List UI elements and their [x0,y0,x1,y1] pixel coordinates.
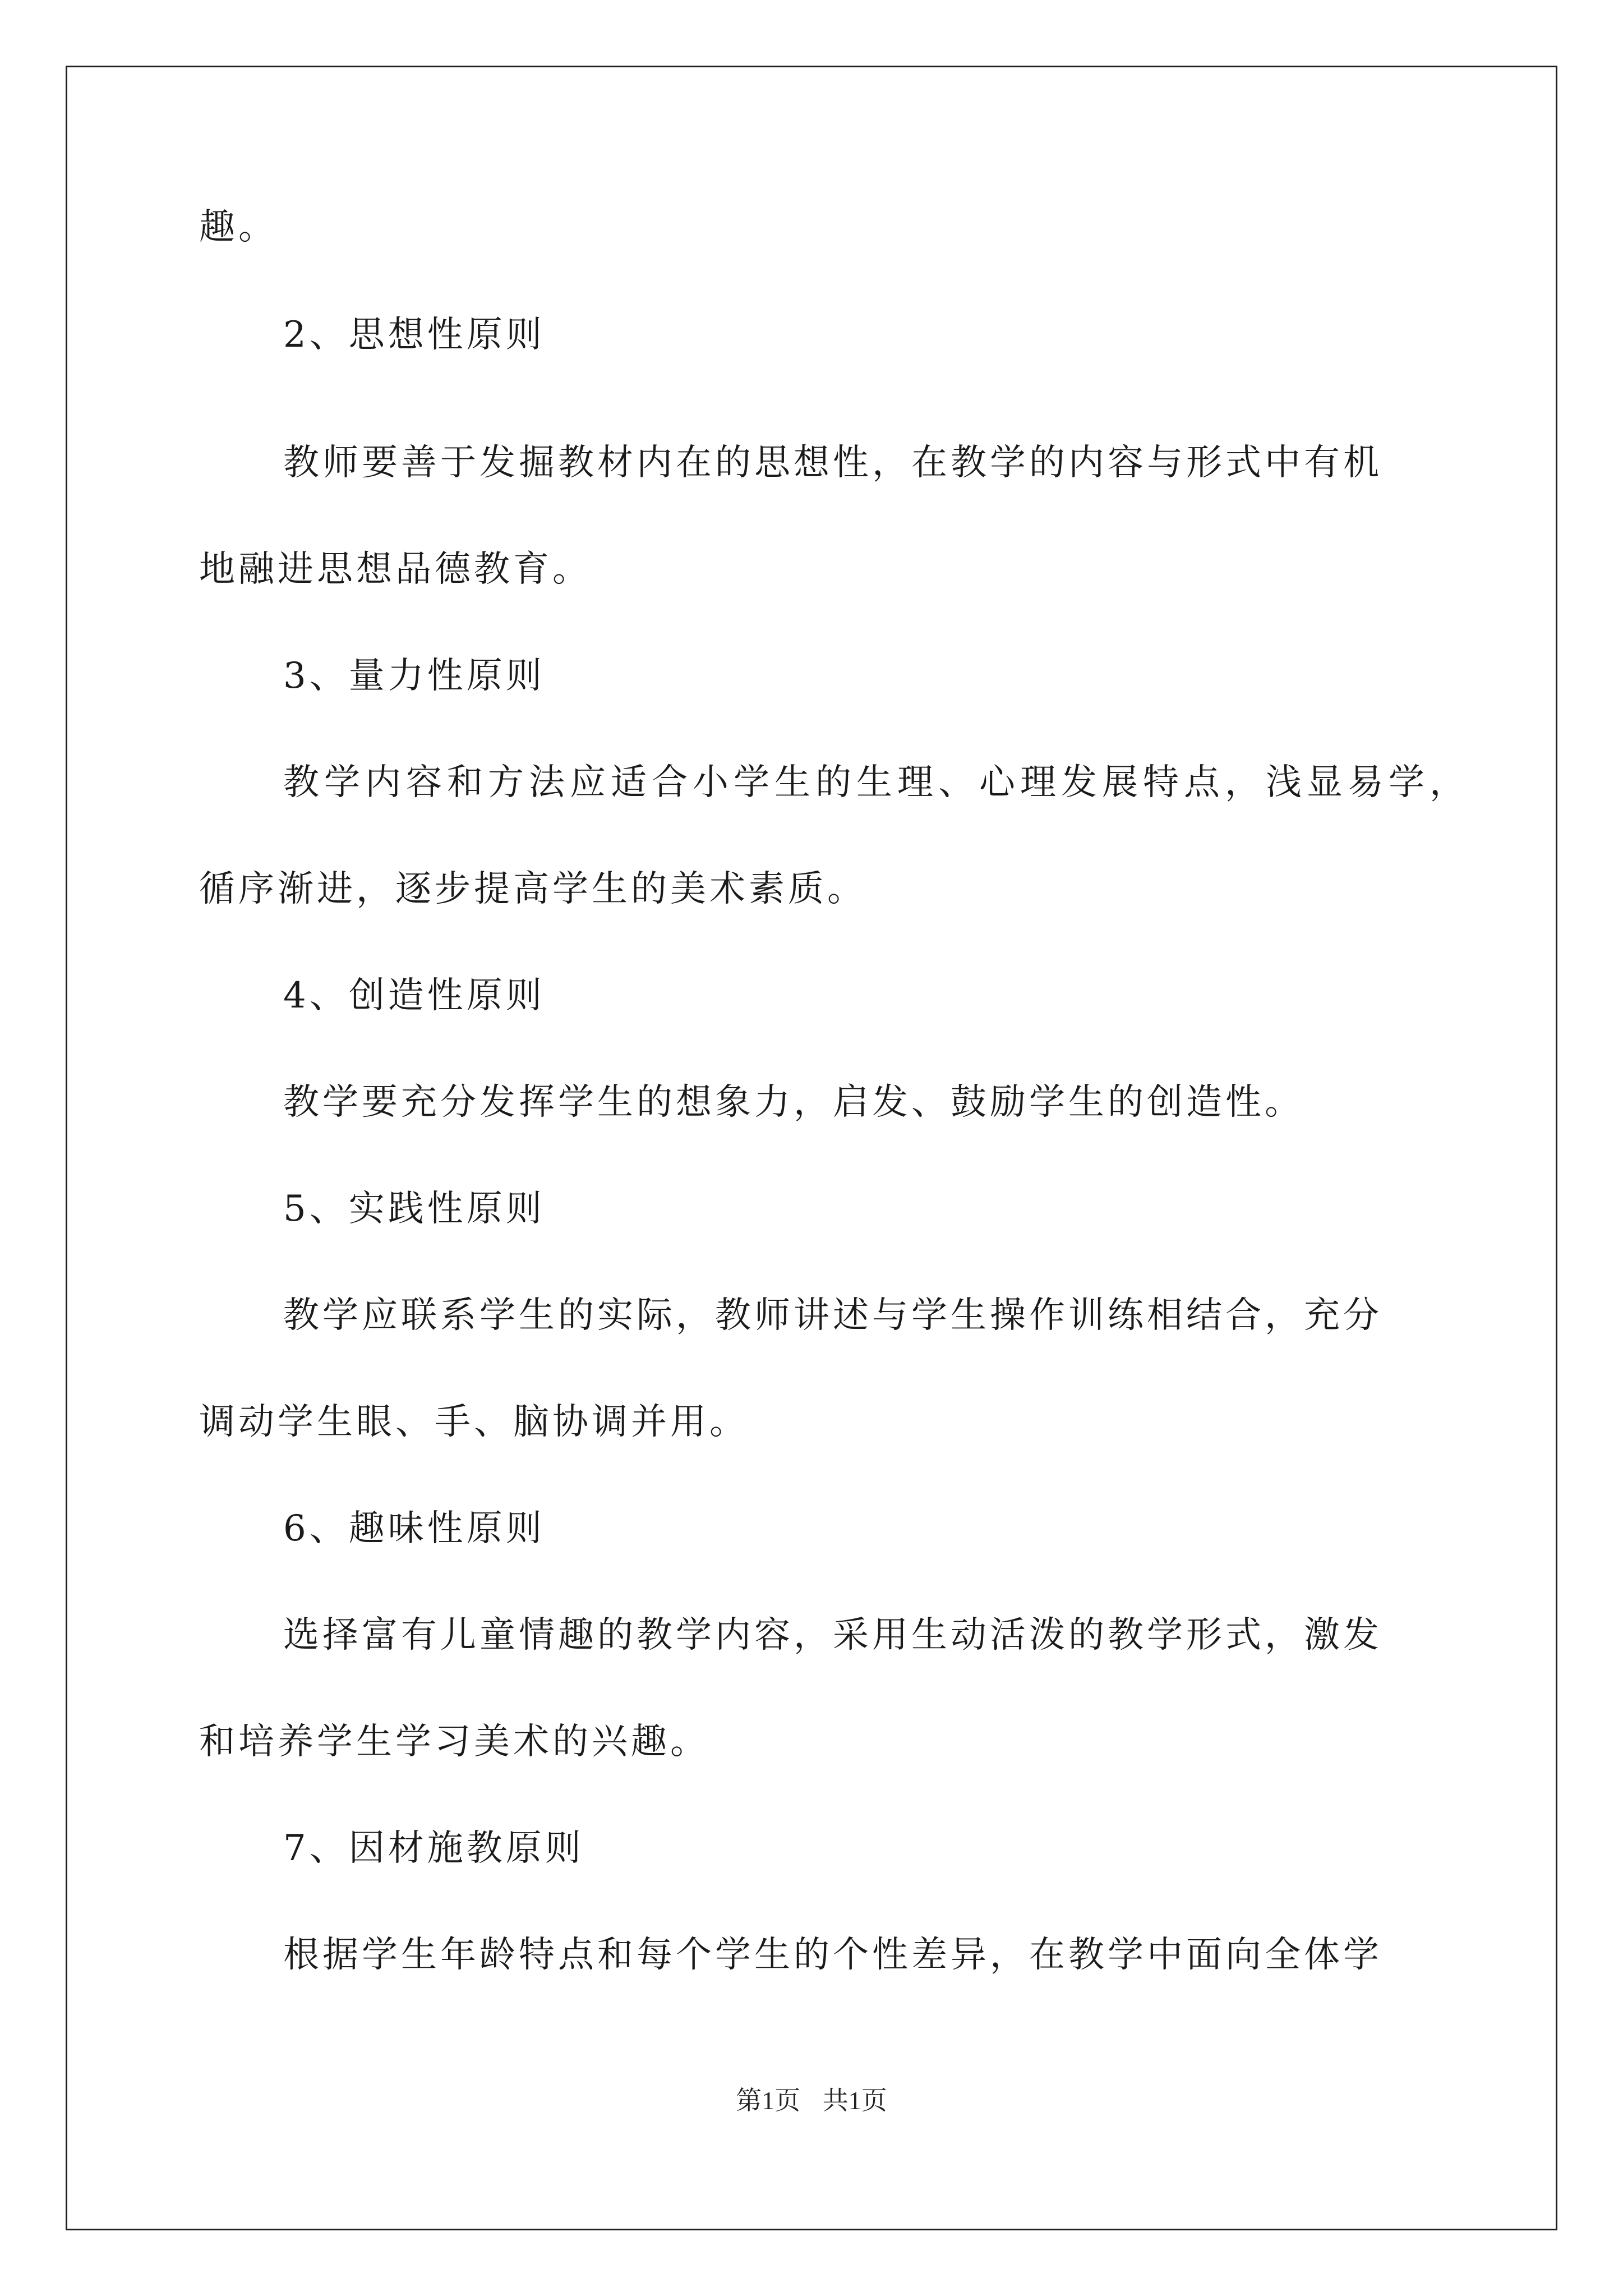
section-heading: 6、趣味性原则 [283,1508,545,1549]
paragraph-line: 地融进思想品德教育。 [199,549,592,590]
section-heading: 5、实践性原则 [283,1188,545,1230]
page-number: 第1页 [736,2086,801,2115]
paragraph-line: 循序渐进，逐步提高学生的美术素质。 [199,868,866,910]
paragraph-line: 教学应联系学生的实际，教师讲述与学生操作训练相结合，充分 [283,1295,1382,1336]
page-footer [0,2084,1623,2118]
section-heading: 3、量力性原则 [283,655,545,697]
paragraph-line: 调动学生眼、手、脑协调并用。 [199,1401,749,1443]
page-total: 共1页 [822,2086,887,2115]
section-heading: 2、思想性原则 [283,314,545,356]
page-border [66,66,1557,2230]
paragraph-line: 教学内容和方法应适合小学生的生理、心理发展特点，浅显易学， [283,762,1470,803]
paragraph-line: 趣。 [199,206,278,248]
paragraph-line: 根据学生年龄特点和每个学生的个性差异，在教学中面向全体学 [283,1934,1382,1976]
section-heading: 7、因材施教原则 [283,1828,584,1869]
section-heading: 4、创造性原则 [283,975,545,1016]
paragraph-line: 教师要善于发掘教材内在的思想性，在教学的内容与形式中有机 [283,442,1382,484]
paragraph-line: 教学要充分发挥学生的想象力，启发、鼓励学生的创造性。 [283,1082,1304,1123]
paragraph-line: 和培养学生学习美术的兴趣。 [199,1721,709,1763]
paragraph-line: 选择富有儿童情趣的教学内容，采用生动活泼的教学形式，激发 [283,1614,1382,1656]
